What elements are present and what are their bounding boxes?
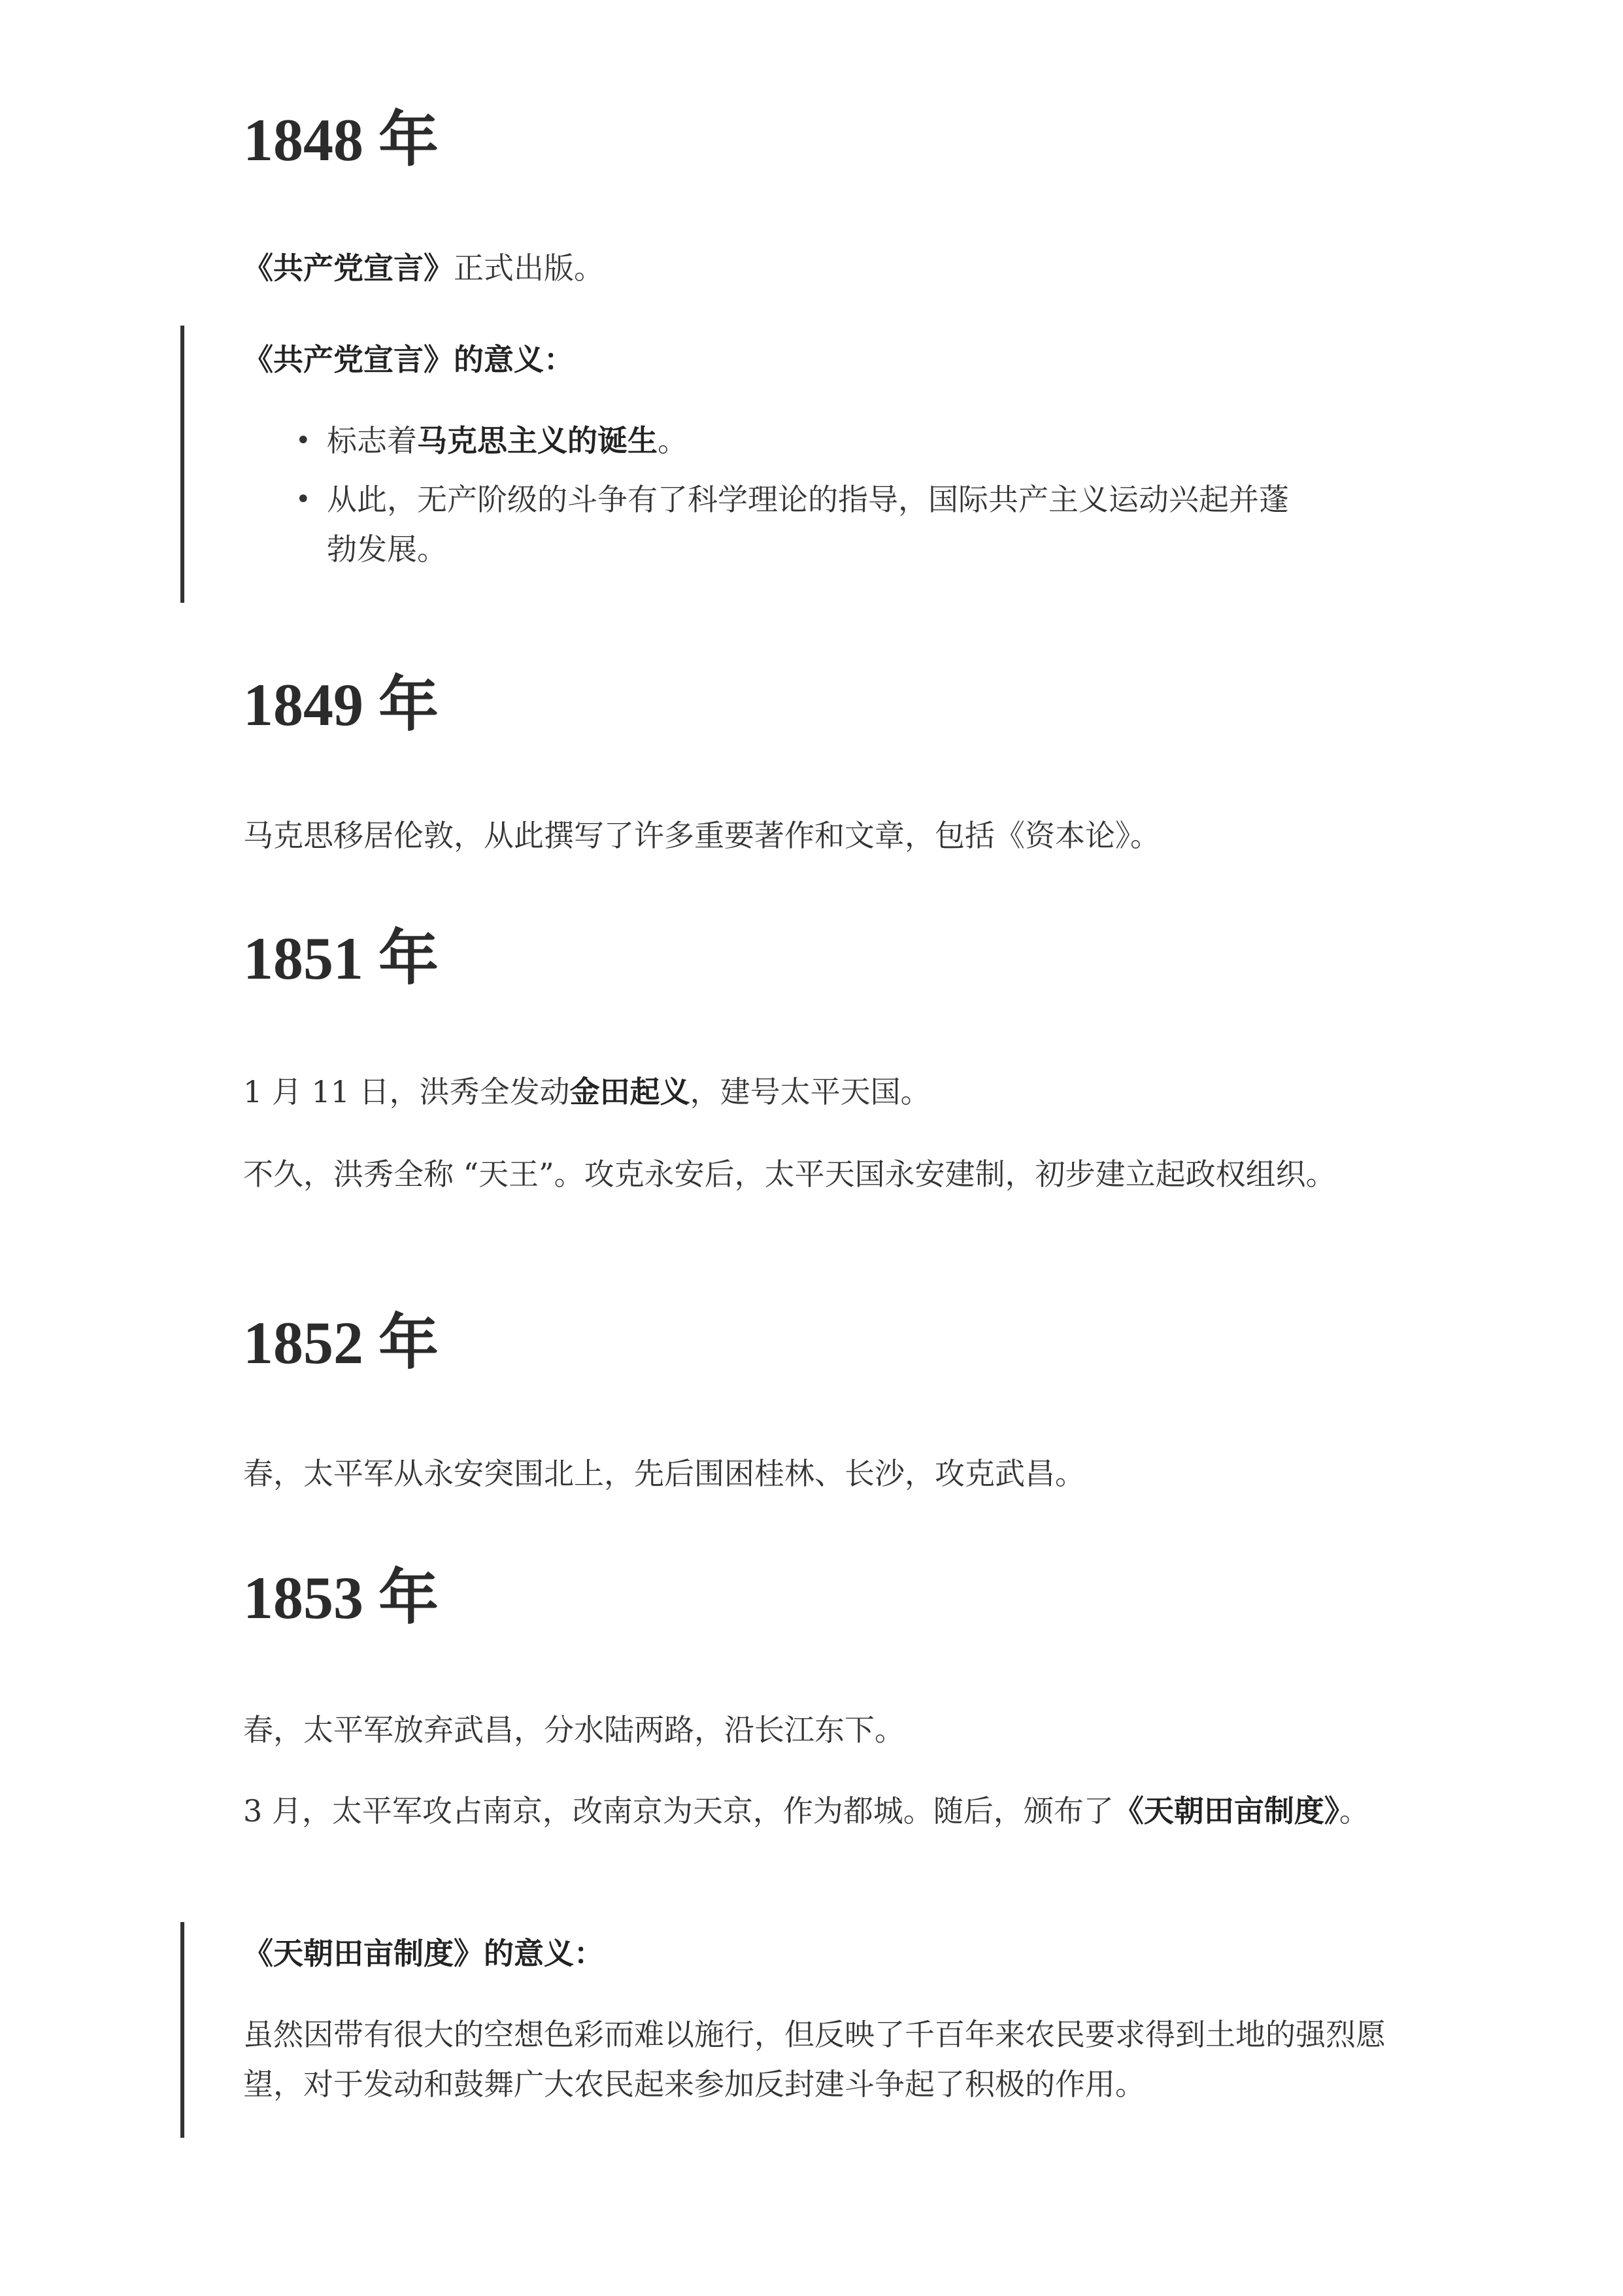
text: 正式出版。 — [454, 250, 604, 286]
significance-list-1848 — [295, 416, 1302, 583]
bold-text: 《共产党宣言》的意义： — [243, 342, 574, 377]
blockquote-bar — [180, 1922, 184, 2138]
heading-1852: 1852 年 — [243, 1309, 439, 1376]
blockquote-title-1853 — [243, 1929, 1394, 1978]
paragraph-1849: 马克思移居伦敦，从此撰写了许多重要著作和文章，包括《资本论》。 — [243, 818, 1160, 853]
paragraph-1848-publication — [243, 243, 1394, 293]
bold-text: 《天朝田亩制度》的意义： — [243, 1936, 604, 1971]
paragraph-1852: 春，太平军从永安突围北上，先后围困桂林、长沙，攻克武昌。 — [243, 1456, 1085, 1491]
paragraph-1853-nanjing: 3 月，太平军攻占南京，改南京为天京，作为都城。随后，颁布了《天朝田亩制度》。 — [243, 1793, 1369, 1829]
bold-text: 金田起义 — [569, 1074, 690, 1109]
paragraph-1851-uprising: 1 月 11 日，洪秀全发动金田起义，建号太平天国。 — [243, 1074, 931, 1109]
bullet-icon: • — [295, 426, 311, 456]
heading-1851: 1851 年 — [243, 925, 439, 992]
heading-1853: 1853 年 — [243, 1564, 439, 1631]
list-item: • 从此，无产阶级的斗争有了科学理论的指导，国际共产主义运动兴起并蓬勃发展。 — [295, 475, 1302, 574]
bullet-icon: • — [295, 484, 311, 515]
heading-1848: 1848 年 — [243, 107, 439, 173]
bold-text: 《天朝田亩制度》 — [1113, 1793, 1339, 1829]
list-item: • 标志着马克思主义的诞生。 — [295, 416, 1302, 465]
paragraph-1853-spring: 春，太平军放弃武昌，分水陆两路，沿长江东下。 — [243, 1712, 905, 1747]
paragraph-1851-tianwang: 不久，洪秀全称 “天王”。攻克永安后，太平天国永安建制，初步建立起政权组织。 — [243, 1156, 1336, 1192]
blockquote-title-1848 — [243, 335, 1394, 384]
heading-1849: 1849 年 — [243, 671, 439, 738]
bold-text: 《共产党宣言》 — [243, 250, 454, 286]
blockquote-text-1853: 虽然因带有很大的空想色彩而难以施行，但反映了千百年来农民要求得到土地的强烈愿望，对于发动和鼓舞广大农民起来参加反封建斗争起了积极的作用。 — [243, 2017, 1386, 2102]
blockquote-bar — [180, 326, 184, 603]
